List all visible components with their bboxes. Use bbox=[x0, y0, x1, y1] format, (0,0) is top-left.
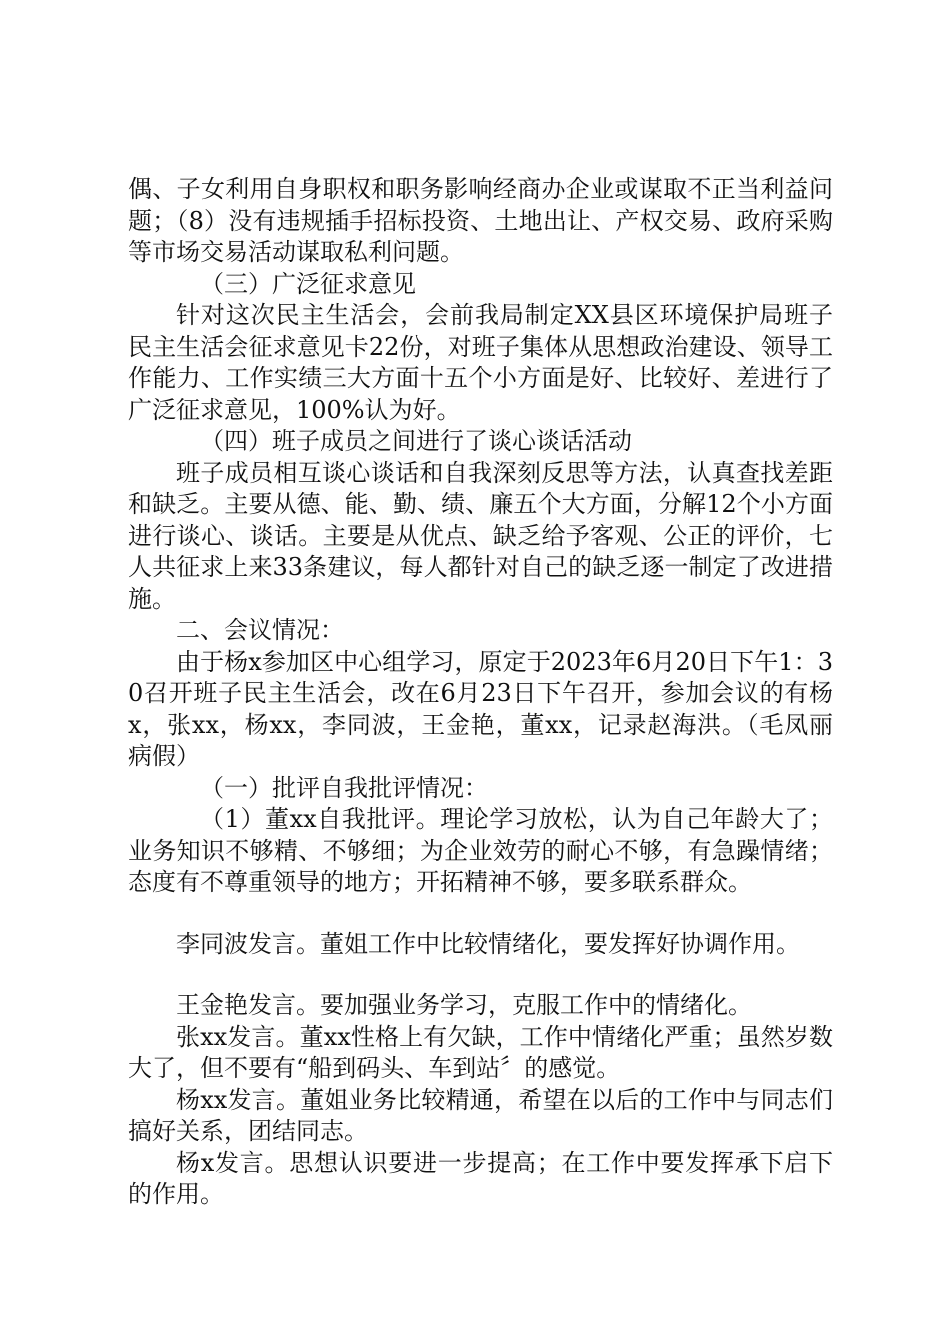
paragraph-speaker-li: 李同波发言。董姐工作中比较情绪化，要发挥好协调作用。 bbox=[176, 929, 800, 958]
paragraph-speaker-yang-x: 杨x发言。思想认识要进一步提高；在工作中要发挥承下启下的作用。 bbox=[128, 1148, 833, 1208]
section-heading-criticism: （一）批评自我批评情况： bbox=[200, 773, 488, 802]
document-body bbox=[128, 174, 833, 1211]
section-heading-meeting: 二、会议情况： bbox=[176, 616, 344, 644]
paragraph-heart-talks: 班子成员相互谈心谈话和自我深刻反思等方法，认真查找差距和缺乏。主要从德、能、勤、绩、廉五个大方面，分解12个小方面进行谈心、谈话。主要是从优点、缺乏给予客观、公正的评价，七人共征求上来33条建议，每人都针对自己的缺乏逐一制定了改进措施。 bbox=[128, 458, 833, 613]
section-heading-solicit-opinions: （三）广泛征求意见 bbox=[200, 269, 416, 298]
paragraph-solicit-opinions: 针对这次民主生活会，会前我局制定XX县区环境保护局班子民主生活会征求意见卡22份，对班子集体从思想政治建设、领导工作能力、工作实绩三大方面十五个小方面是好、比较好、差进行了广泛征求意见，100%认为好。 bbox=[128, 301, 833, 424]
paragraph-meeting: 由于杨x参加区中心组学习，原定于2023年6月20日下午1：30召开班子民主生活会，改在6月23日下午召开，参加会议的有杨x，张xx，杨xx，李同波，王金艳，董xx，记录赵海洪。（毛凤丽病假） bbox=[128, 647, 833, 770]
paragraph-continuation: 偶、子女利用自身职权和职务影响经商办企业或谋取不正当利益问题；（8）没有违规插手招标投资、土地出让、产权交易、政府采购等市场交易活动谋取私利问题。 bbox=[128, 175, 833, 266]
paragraph-speaker-zhang: 张xx发言。董xx性格上有欠缺，工作中情绪化严重；虽然岁数大了，但不要有“船到码头、车到站〞的感觉。 bbox=[128, 1022, 833, 1082]
section-heading-heart-talks: （四）班子成员之间进行了谈心谈话活动 bbox=[200, 427, 632, 455]
paragraph-speaker-yang-xx: 杨xx发言。董姐业务比较精通，希望在以后的工作中与同志们搞好关系，团结同志。 bbox=[128, 1085, 833, 1145]
paragraph-speaker-wang: 王金艳发言。要加强业务学习，克服工作中的情绪化。 bbox=[176, 991, 752, 1019]
paragraph-self-criticism: （1）董xx自我批评。理论学习放松，认为自己年龄大了；业务知识不够精、不够细；为企业效劳的耐心不够，有急躁情绪；态度有不尊重领导的地方；开拓精神不够，要多联系群众。 bbox=[128, 805, 833, 896]
